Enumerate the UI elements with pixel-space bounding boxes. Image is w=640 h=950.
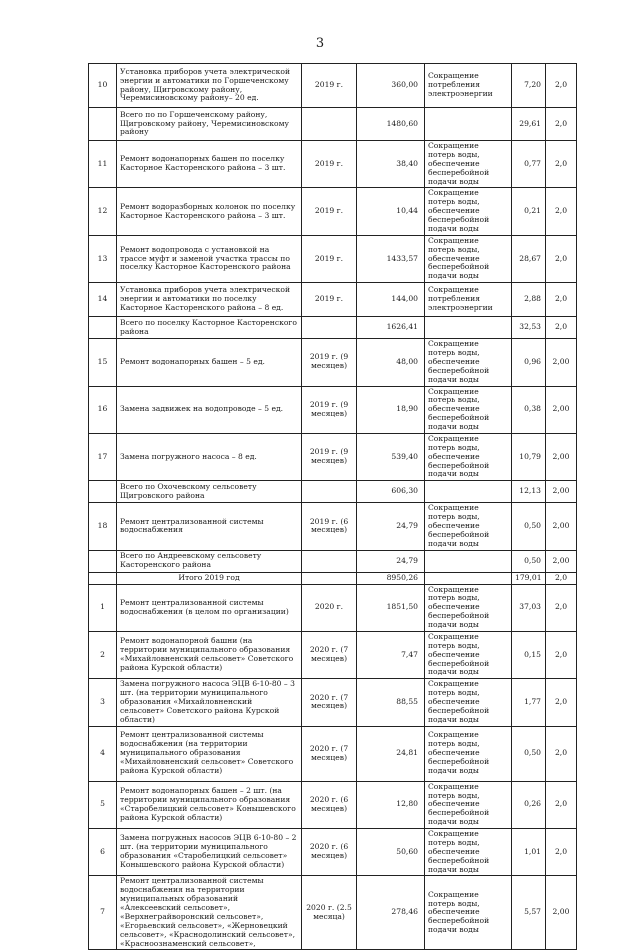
cost-value: 88,55	[357, 679, 425, 726]
page-number: 3	[315, 36, 325, 51]
cost-value: 24,79	[357, 503, 425, 550]
cost-value: 10,44	[357, 188, 425, 235]
table-row	[89, 188, 577, 235]
measure-description: Всего по по Горшеченскому району, Щигровскому району, Черемисиновскому району	[117, 108, 302, 141]
cost-value: 12,80	[357, 781, 425, 828]
expected-effect	[425, 108, 512, 141]
cost-value: 360,00	[357, 64, 425, 108]
measure-description: Замена задвижек на водопроводе – 5 ед.	[117, 386, 302, 433]
implementation-period	[302, 550, 357, 572]
cost-value: 1480,60	[357, 108, 425, 141]
expected-effect: Сокращение потерь воды, обеспечение бесперебойной подачи воды	[425, 339, 512, 386]
implementation-period: 2020 г. (2.5 месяца)	[302, 876, 357, 950]
measure-description: Ремонт централизованной системы водоснабжения	[117, 503, 302, 550]
expected-effect: Сокращение потребления электроэнергии	[425, 283, 512, 317]
measure-description: Итого 2019 год	[117, 572, 302, 584]
saving-value: 28,67	[512, 235, 546, 282]
row-number: 5	[89, 781, 117, 828]
expected-effect: Сокращение потерь воды, обеспечение бесперебойной подачи воды	[425, 503, 512, 550]
cost-value: 7,47	[357, 631, 425, 678]
measure-description: Всего по поселку Касторное Касторенского района	[117, 317, 302, 339]
subtotal-row	[89, 317, 577, 339]
saving-percent: 2,00	[546, 433, 577, 480]
expected-effect: Сокращение потерь воды, обеспечение бесперебойной подачи воды	[425, 829, 512, 876]
saving-percent: 2,00	[546, 339, 577, 386]
row-number: 14	[89, 283, 117, 317]
measure-description: Замена погружного насоса ЭЦВ 6-10-80 – 3 шт. (на территории муниципального образования «Михайловненский сельсовет» Советского района Курской области)	[117, 679, 302, 726]
implementation-period: 2019 г.	[302, 188, 357, 235]
cost-value: 1433,57	[357, 235, 425, 282]
saving-value: 5,57	[512, 876, 546, 950]
expected-effect: Сокращение потерь воды, обеспечение бесперебойной подачи воды	[425, 584, 512, 631]
expected-effect: Сокращение потерь воды, обеспечение бесперебойной подачи воды	[425, 781, 512, 828]
row-number: 4	[89, 726, 117, 781]
expected-effect: Сокращение потерь воды, обеспечение бесперебойной подачи воды	[425, 188, 512, 235]
saving-value: 7,20	[512, 64, 546, 108]
saving-percent: 2,0	[546, 572, 577, 584]
saving-percent: 2,0	[546, 235, 577, 282]
saving-value: 0,50	[512, 550, 546, 572]
table-row	[89, 631, 577, 678]
row-number	[89, 317, 117, 339]
measure-description: Ремонт централизованной системы водоснабжения (на территории муниципального образования «Михайловненский сельсовет» Советского района Курской области)	[117, 726, 302, 781]
expected-effect	[425, 317, 512, 339]
table-row	[89, 141, 577, 188]
saving-value: 0,38	[512, 386, 546, 433]
expected-effect: Сокращение потерь воды, обеспечение бесперебойной подачи воды	[425, 141, 512, 188]
cost-value: 539,40	[357, 433, 425, 480]
cost-value: 1626,41	[357, 317, 425, 339]
cost-value: 50,60	[357, 829, 425, 876]
saving-percent: 2,00	[546, 481, 577, 503]
table-row	[89, 386, 577, 433]
implementation-period: 2019 г. (9 месяцев)	[302, 339, 357, 386]
saving-value: 0,50	[512, 726, 546, 781]
implementation-period: 2019 г. (9 месяцев)	[302, 386, 357, 433]
measure-description: Всего по Андреевскому сельсовету Касторенского района	[117, 550, 302, 572]
row-number: 17	[89, 433, 117, 480]
saving-percent: 2,0	[546, 781, 577, 828]
implementation-period: 2019 г.	[302, 235, 357, 282]
saving-percent: 2,0	[546, 631, 577, 678]
cost-value: 144,00	[357, 283, 425, 317]
saving-value: 2,88	[512, 283, 546, 317]
saving-percent: 2,0	[546, 141, 577, 188]
saving-percent: 2,0	[546, 317, 577, 339]
saving-value: 37,03	[512, 584, 546, 631]
measure-description: Ремонт централизованной системы водоснабжения на территории муниципальных образований «Алексеевский сельсовет», «Верхнеграйворонский сельсовет», «Егорьевский сельсовет», «Жерновецкий сельсовет», «Краснодолинский сельсовет», «Красноознаменский сельсовет»,	[117, 876, 302, 950]
cost-value: 8950,26	[357, 572, 425, 584]
expected-effect: Сокращение потребления электроэнергии	[425, 64, 512, 108]
table-row	[89, 235, 577, 282]
saving-value: 12,13	[512, 481, 546, 503]
table-row	[89, 433, 577, 480]
cost-value: 278,46	[357, 876, 425, 950]
measure-description: Ремонт водоразборных колонок по поселку Касторное Касторенского района – 3 шт.	[117, 188, 302, 235]
implementation-period: 2019 г. (6 месяцев)	[302, 503, 357, 550]
saving-value: 0,77	[512, 141, 546, 188]
implementation-period: 2020 г. (6 месяцев)	[302, 781, 357, 828]
saving-value: 10,79	[512, 433, 546, 480]
measure-description: Ремонт водопровода с установкой на трассе муфт и заменой участка трассы по поселку Касторное Касторенского района	[117, 235, 302, 282]
saving-value: 0,96	[512, 339, 546, 386]
saving-value: 0,15	[512, 631, 546, 678]
implementation-period: 2020 г.	[302, 584, 357, 631]
saving-percent: 2,00	[546, 386, 577, 433]
cost-value: 1851,50	[357, 584, 425, 631]
saving-value: 29,61	[512, 108, 546, 141]
saving-value: 0,50	[512, 503, 546, 550]
measure-description: Ремонт водонапорных башен – 2 шт. (на территории муниципального образования «Старобелицкий сельсовет» Конышевского района Курской области)	[117, 781, 302, 828]
implementation-period	[302, 481, 357, 503]
cost-value: 48,00	[357, 339, 425, 386]
table-row	[89, 829, 577, 876]
grand-total-row	[89, 572, 577, 584]
cost-value: 24,79	[357, 550, 425, 572]
saving-percent: 2,0	[546, 726, 577, 781]
expected-effect: Сокращение потерь воды, обеспечение бесперебойной подачи воды	[425, 235, 512, 282]
row-number: 3	[89, 679, 117, 726]
implementation-period: 2019 г.	[302, 64, 357, 108]
expected-effect: Сокращение потерь воды, обеспечение бесперебойной подачи воды	[425, 433, 512, 480]
row-number	[89, 481, 117, 503]
implementation-period	[302, 317, 357, 339]
subtotal-row	[89, 481, 577, 503]
row-number	[89, 550, 117, 572]
expected-effect: Сокращение потерь воды, обеспечение бесперебойной подачи воды	[425, 726, 512, 781]
measure-description: Замена погружных насосов ЭЦВ 6-10-80 – 2 шт. (на территории муниципального образования «Старобелицкий сельсовет» Конышевского района Курской области)	[117, 829, 302, 876]
implementation-period: 2020 г. (7 месяцев)	[302, 631, 357, 678]
row-number: 2	[89, 631, 117, 678]
expected-effect: Сокращение потерь воды, обеспечение бесперебойной подачи воды	[425, 386, 512, 433]
expected-effect: Сокращение потерь воды, обеспечение бесперебойной подачи воды	[425, 631, 512, 678]
subtotal-row	[89, 550, 577, 572]
subtotal-row	[89, 108, 577, 141]
saving-percent: 2,0	[546, 584, 577, 631]
measure-description: Ремонт централизованной системы водоснабжения (в целом по организации)	[117, 584, 302, 631]
table-row	[89, 503, 577, 550]
expected-effect	[425, 572, 512, 584]
saving-percent: 2,0	[546, 188, 577, 235]
saving-value: 1,77	[512, 679, 546, 726]
expected-effect: Сокращение потерь воды, обеспечение бесперебойной подачи воды	[425, 679, 512, 726]
row-number	[89, 108, 117, 141]
implementation-period	[302, 108, 357, 141]
implementation-period	[302, 572, 357, 584]
implementation-period: 2019 г.	[302, 283, 357, 317]
cost-value: 606,30	[357, 481, 425, 503]
row-number: 1	[89, 584, 117, 631]
cost-value: 24,81	[357, 726, 425, 781]
implementation-period: 2020 г. (6 месяцев)	[302, 829, 357, 876]
cost-value: 18,90	[357, 386, 425, 433]
implementation-period: 2019 г. (9 месяцев)	[302, 433, 357, 480]
saving-percent: 2,00	[546, 503, 577, 550]
row-number: 16	[89, 386, 117, 433]
table-row	[89, 283, 577, 317]
measure-description: Всего по Охочевскому сельсовету Щигровского района	[117, 481, 302, 503]
implementation-period: 2019 г.	[302, 141, 357, 188]
saving-percent: 2,0	[546, 679, 577, 726]
table-row	[89, 584, 577, 631]
measure-description: Установка приборов учета электрической энергии и автоматики по Горшеченскому району, Щигровскому району, Черемисиновскому району– 20 ед.	[117, 64, 302, 108]
table-row	[89, 679, 577, 726]
row-number: 7	[89, 876, 117, 950]
table-row	[89, 876, 577, 950]
saving-value: 0,21	[512, 188, 546, 235]
row-number: 10	[89, 64, 117, 108]
expected-effect	[425, 550, 512, 572]
row-number: 6	[89, 829, 117, 876]
saving-percent: 2,0	[546, 829, 577, 876]
measure-description: Ремонт водонапорной башни (на территории муниципального образования «Михайловненский сельсовет» Советского района Курской области)	[117, 631, 302, 678]
saving-percent: 2,0	[546, 283, 577, 317]
implementation-period: 2020 г. (7 месяцев)	[302, 679, 357, 726]
measure-description: Ремонт водонапорных башен по поселку Касторное Касторенского района – 3 шт.	[117, 141, 302, 188]
saving-value: 32,53	[512, 317, 546, 339]
saving-value: 0,26	[512, 781, 546, 828]
table-row	[89, 64, 577, 108]
saving-percent: 2,0	[546, 108, 577, 141]
measure-description: Замена погружного насоса – 8 ед.	[117, 433, 302, 480]
row-number: 11	[89, 141, 117, 188]
table-row	[89, 339, 577, 386]
expected-effect	[425, 481, 512, 503]
measures-table	[88, 63, 577, 950]
table-row	[89, 726, 577, 781]
saving-value: 1,01	[512, 829, 546, 876]
row-number: 13	[89, 235, 117, 282]
cost-value: 38,40	[357, 141, 425, 188]
table-row	[89, 781, 577, 828]
saving-value: 179,01	[512, 572, 546, 584]
row-number: 15	[89, 339, 117, 386]
measure-description: Ремонт водонапорных башен – 5 ед.	[117, 339, 302, 386]
saving-percent: 2,0	[546, 64, 577, 108]
row-number: 18	[89, 503, 117, 550]
measure-description: Установка приборов учета электрической энергии и автоматики по поселку Касторное Касторенского района – 8 ед.	[117, 283, 302, 317]
saving-percent: 2,00	[546, 550, 577, 572]
row-number: 12	[89, 188, 117, 235]
implementation-period: 2020 г. (7 месяцев)	[302, 726, 357, 781]
saving-percent: 2,00	[546, 876, 577, 950]
expected-effect: Сокращение потерь воды, обеспечение бесперебойной подачи воды	[425, 876, 512, 950]
row-number	[89, 572, 117, 584]
